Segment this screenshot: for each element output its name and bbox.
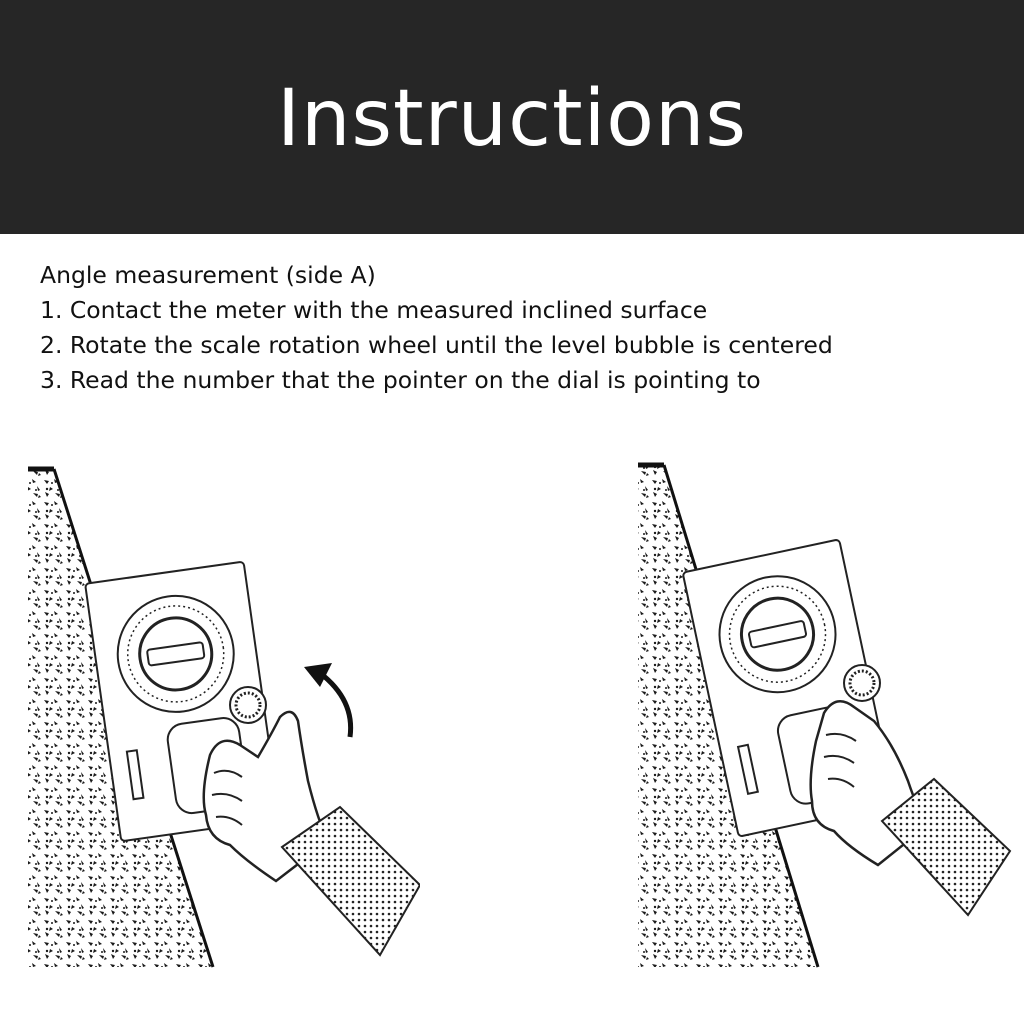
scale-rotation-wheel: [844, 665, 880, 701]
header-banner: [0, 0, 1024, 234]
instruction-step-2: 2. Rotate the scale rotation wheel until the level bubble is centered: [40, 331, 833, 359]
instruction-heading: Angle measurement (side A): [40, 261, 376, 289]
instruction-step-1: 1. Contact the meter with the measured inclined surface: [40, 296, 708, 324]
rotation-arrow-icon: [304, 663, 351, 737]
instruction-step-3: 3. Read the number that the pointer on the dial is pointing to: [40, 366, 761, 394]
illustration-rotate-wheel: [20, 455, 420, 985]
instruction-text: [40, 258, 1000, 398]
page-title: Instructions: [276, 74, 748, 164]
illustration-read-dial: [628, 455, 1018, 985]
scale-rotation-wheel: [230, 687, 266, 723]
